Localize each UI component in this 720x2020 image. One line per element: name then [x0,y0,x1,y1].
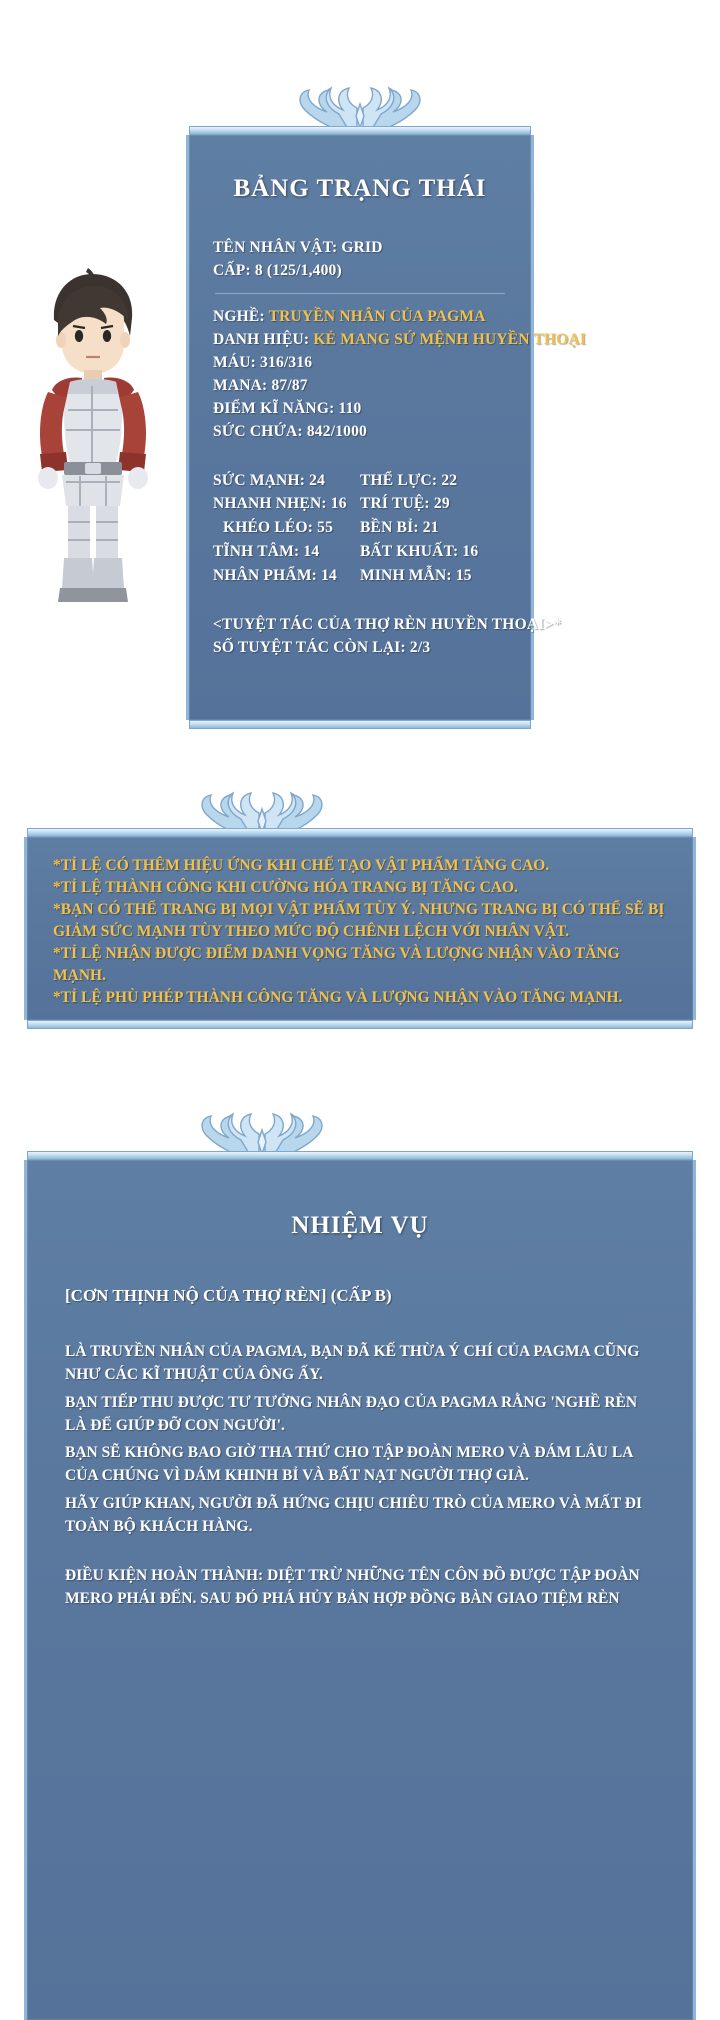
quest-paragraph: LÀ TRUYỀN NHÂN CỦA PAGMA, BẠN ĐÃ KẾ THỪA Ý CHÍ CỦA PAGMA CŨNG NHƯ CÁC KĨ THUẬT CỦA ÔNG ẤY. [65,1343,640,1384]
character-level: CẤP: 8 (125/1,400) [213,261,342,279]
stat-strength: SỨC MẠNH: 24 [213,471,326,489]
effect-item: *TỈ LỆ THÀNH CÔNG KHI CƯỜNG HÓA TRANG BỊ TĂNG CAO. [53,879,518,896]
stat-insight: MINH MẪN: 15 [360,567,472,585]
class-label: NGHỀ: [213,307,269,325]
character-name: TÊN NHÂN VẬT: GRID [213,239,383,256]
stat-agility: NHANH NHẸN: 16 [213,495,347,513]
stat-endurance: BỀN BỈ: 21 [360,519,439,537]
effect-item: *TỈ LỆ PHÙ PHÉP THÀNH CÔNG TĂNG VÀ LƯỢNG NHẬN VÀO TĂNG MẠNH. [53,989,623,1006]
quest-paragraph: HÃY GIÚP KHAN, NGƯỜI ĐÃ HỨNG CHỊU CHIÊU TRÒ CỦA MERO VÀ MẤT ĐI TOÀN BỘ KHÁCH HÀNG. [65,1494,642,1535]
quest-paragraph: BẠN TIẾP THU ĐƯỢC TƯ TƯỞNG NHÂN ĐẠO CỦA PAGMA RẰNG 'NGHỀ RÈN LÀ ĐỂ GIÚP ĐỠ CON NGƯỜI'. [65,1393,638,1434]
divider-1 [215,293,505,294]
character-skill-points: ĐIỂM KĨ NĂNG: 110 [213,399,362,417]
quest-description [65,1340,655,1611]
panel-cap-top [189,126,531,135]
quest-name: [CƠN THỊNH NỘ CỦA THỢ RÈN] (CẤP B) [65,1286,392,1305]
stat-stamina: THỂ LỰC: 22 [360,471,458,489]
panel-cap-bottom [189,720,531,729]
status-window [186,135,587,720]
effect-item: *TỈ LỆ NHẬN ĐƯỢC ĐIỂM DANH VỌNG TĂNG VÀ LƯỢNG NHẬN VÀO TĂNG MẠNH. [53,945,620,984]
quest-title: NHIỆM VỤ [291,1212,429,1239]
character-capacity: SỨC CHỨA: 842/1000 [213,422,367,440]
stat-composure: TĨNH TÂM: 14 [213,543,320,561]
stats-table [213,470,507,589]
panel-cap-top [27,1151,693,1160]
stat-dignity: NHÂN PHẨM: 14 [213,567,337,585]
title-label: DANH HIỆU: [213,330,314,348]
page-title: BẢNG TRẠNG THÁI [233,175,487,202]
stat-intelligence: TRÍ TUỆ: 29 [360,495,450,513]
panel-cap-bottom [27,1020,693,1029]
character-portrait-grid [22,258,162,623]
character-hp: MÁU: 316/316 [213,353,313,371]
stat-dexterity: KHÉO LÉO: 55 [223,519,334,537]
quest-completion-condition: ĐIỀU KIỆN HOÀN THÀNH: DIỆT TRỪ NHỮNG TÊN CÔN ĐỒ ĐƯỢC TẬP ĐOÀN MERO PHÁI ĐẾN. SAU ĐÓ PHÁ HỦY BẢN HỢP ĐỒNG BÀN GIAO TIỆM RÈN [65,1567,640,1608]
character-title [213,329,587,352]
character-mana: MANA: 87/87 [213,376,308,394]
masterpiece-skill: <TUYỆT TÁC CỦA THỢ RÈN HUYỀN THOẠI>* [213,616,562,634]
effects-window [24,837,696,1020]
masterpiece-remaining: SỐ TUYỆT TÁC CÒN LẠI: 2/3 [213,639,431,657]
quest-paragraph: BẠN SẼ KHÔNG BAO GIỜ THA THỨ CHO TẬP ĐOÀN MERO VÀ ĐÁM LÂU LA CỦA CHÚNG VÌ DÁM KHINH BỈ VÀ BẤT NẠT NGƯỜI THỢ GIÀ. [65,1444,633,1485]
stat-indomitable: BẤT KHUẤT: 16 [360,543,479,561]
class-value: TRUYỀN NHÂN CỦA PAGMA [268,307,486,325]
title-value: KẺ MANG SỨ MỆNH HUYỀN THOẠI [313,330,587,348]
character-class [213,306,507,329]
effect-item: *TỈ LỆ CÓ THÊM HIỆU ỨNG KHI CHẾ TẠO VẬT PHẨM TĂNG CAO. [53,857,550,874]
panel-cap-top [27,828,693,837]
quest-window [24,1160,696,2020]
effect-item: *BẠN CÓ THỂ TRANG BỊ MỌI VẬT PHẨM TÙY Ý. NHƯNG TRANG BỊ CÓ THỂ SẼ BỊ GIẢM SỨC MẠNH TÙY THEO MỨC ĐỘ CHÊNH LỆCH VỚI NHÂN VẬT. [53,901,665,940]
